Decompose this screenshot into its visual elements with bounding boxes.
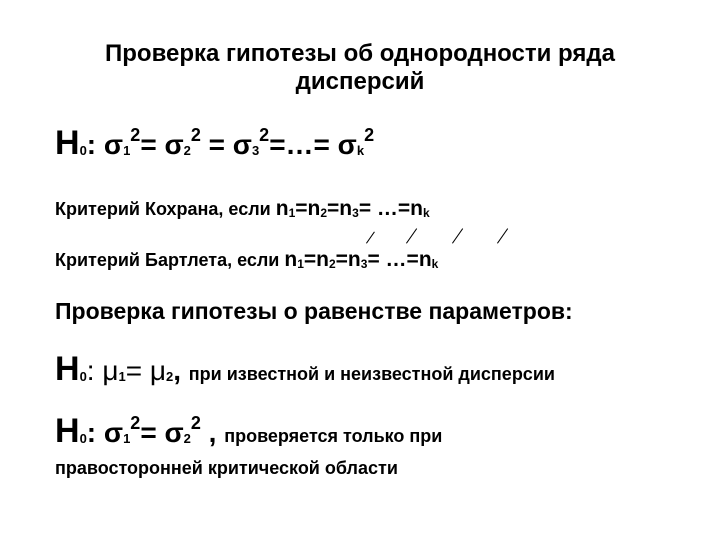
n1-sub: 1 [288, 206, 296, 221]
sigma-2: = σ [140, 129, 184, 160]
sigma-k: =…= σ [269, 129, 357, 160]
bartlett-label: Критерий Бартлета, если [55, 250, 285, 270]
sigma-3: = σ [200, 129, 252, 160]
slide-title-line2: дисперсий [295, 68, 425, 95]
h-subscript: 0 [79, 431, 87, 447]
two-var-note-line2: правосторонней критической области [55, 458, 398, 478]
sigma-1-sup: 2 [130, 412, 141, 433]
sigma-1: : σ [86, 129, 124, 160]
n3-sub: 3 [352, 206, 359, 221]
h-subscript: 0 [79, 143, 87, 159]
not-equal-slash-4 [497, 228, 508, 243]
not-equal-slash-2 [406, 228, 417, 243]
bartlett-criterion [55, 248, 438, 272]
params-heading: Проверка гипотезы о равенстве параметров: [55, 298, 573, 324]
n3-sub: 3 [360, 257, 368, 272]
sigma-1-sub: 1 [123, 143, 131, 159]
mu-2: = μ [125, 355, 166, 386]
nk: = …=n [358, 197, 424, 220]
h-symbol: H [55, 412, 80, 450]
cochran-label: Критерий Кохрана, если [55, 199, 276, 219]
not-equal-slash-3 [452, 228, 463, 243]
comma: , [200, 417, 225, 448]
mu-1-sub: 1 [118, 369, 126, 385]
sigma-2-sup: 2 [190, 412, 201, 433]
sigma-2-sup: 2 [190, 124, 201, 145]
n1: n [284, 248, 298, 271]
sigma-3-sub: 3 [251, 143, 260, 159]
sigma-1-sub: 1 [123, 431, 131, 447]
hypothesis-means-equal [55, 350, 555, 389]
n3: =n [327, 197, 353, 220]
n1: n [275, 197, 289, 220]
h-subscript: 0 [79, 369, 87, 385]
mu-1: : μ [86, 355, 119, 386]
comma: , [173, 355, 189, 386]
nk-sub: k [431, 257, 439, 272]
n1-sub: 1 [297, 257, 304, 272]
slide-title-line1: Проверка гипотезы об однородности ряда [105, 40, 615, 67]
sigma-k-sub: k [356, 143, 365, 159]
sigma-2-sub: 2 [183, 431, 191, 447]
two-var-note-line1: проверяется только при [224, 426, 443, 446]
not-equal-slash-1 [366, 232, 375, 244]
sigma-2-sub: 2 [183, 143, 191, 159]
sigma-3-sup: 2 [259, 124, 270, 145]
mu-2-sub: 2 [166, 369, 174, 385]
h-symbol: H [55, 124, 80, 162]
n3: =n [335, 248, 361, 271]
n2-sub: 2 [328, 257, 336, 272]
sigma-1: : σ [86, 417, 124, 448]
sigma-k-sup: 2 [364, 124, 375, 145]
hypothesis-two-variances [55, 412, 442, 451]
n2: =n [295, 197, 321, 220]
means-note: при известной и неизвестной дисперсии [188, 364, 555, 384]
n2: =n [303, 248, 329, 271]
nk-sub: k [423, 206, 430, 221]
sigma-2: = σ [140, 417, 184, 448]
sigma-1-sup: 2 [130, 124, 141, 145]
cochran-criterion [55, 197, 430, 221]
nk: = …=n [367, 248, 432, 271]
n2-sub: 2 [320, 206, 328, 221]
h-symbol: H [55, 350, 80, 388]
hypothesis-variances-equal [55, 124, 374, 163]
